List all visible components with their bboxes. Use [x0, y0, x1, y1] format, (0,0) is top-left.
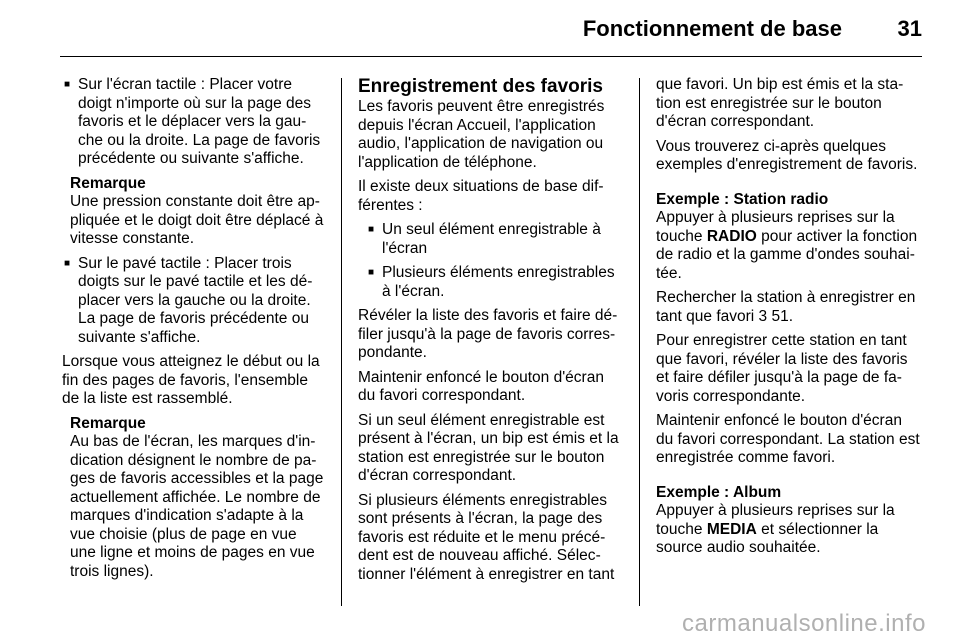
- paragraph: Les favoris peuvent être enregistrés depuis l'écran Accueil, l'application audio, l'application de navigation ou l'application de téléphone.: [358, 98, 605, 171]
- example-title: Exemple : Station radio: [656, 190, 829, 208]
- bullet-item: [62, 76, 324, 169]
- paragraph: [656, 502, 922, 558]
- bullet-square-icon: ■: [368, 267, 375, 278]
- text-run: Appuyer à plusieurs reprises sur la touche: [656, 502, 895, 538]
- paragraph: Si un seul élément enregistrable est présent à l'écran, un bip est émis et la station est enregistrée sur le bouton d'écran correspondant.: [358, 411, 619, 484]
- paragraph: Pour enregistrer cette station en tant que favori, révéler la liste des favoris et faire défiler jusqu'à la page de favoris correspondante.: [656, 332, 908, 405]
- section-heading: Enregistrement des favoris: [358, 76, 603, 97]
- bullet-square-icon: ■: [368, 224, 375, 235]
- paragraph: [656, 209, 922, 283]
- text-run: Rechercher la station à enregistrer en tant que favori: [656, 289, 916, 325]
- watermark: carmanualsonline.info: [682, 610, 926, 637]
- column-2: [358, 76, 624, 590]
- key-label: MEDIA: [706, 520, 757, 538]
- bullet-item: [366, 221, 624, 258]
- column-divider-1: [341, 78, 342, 606]
- example-title: Exemple : Album: [656, 483, 782, 501]
- bullet-item: [366, 264, 624, 301]
- note-title: Remarque: [70, 414, 146, 432]
- paragraph: Vous trouverez ci-après quelques exemples d'enregistrement de favoris.: [656, 137, 918, 173]
- header-title: Fonctionnement de base: [582, 16, 842, 41]
- column-3: [656, 76, 922, 564]
- paragraph: Si plusieurs éléments enregistrables sont présents à l'écran, la page des favoris est réduite et le menu précédent est de nouveau affiché. Sélectionner l'élément à enregistrer en tant: [358, 491, 615, 583]
- note-block: [62, 415, 324, 582]
- note-text: Au bas de l'écran, les marques d'indication désignent le nombre de pages de favoris accessibles et la page actuellement affichée. Le nombre de marques d'indication s'adapte à la vue choisie (plus de page en vue une ligne et moins de pages en vue trois lignes).: [70, 433, 324, 580]
- column-divider-2: [639, 78, 640, 606]
- paragraph: Révéler la liste des favoris et faire défiler jusqu'à la page de favoris correspondante.: [358, 307, 618, 361]
- bullet-square-icon: ■: [64, 79, 71, 90]
- paragraph: [656, 289, 922, 326]
- paragraph: Lorsque vous atteignez le début ou la fin des pages de favoris, l'ensemble de la liste est rassemblé.: [62, 353, 320, 407]
- note-title: Remarque: [70, 174, 146, 192]
- bullet-text: Un seul élément enregistrable à l'écran: [382, 221, 601, 257]
- text-run: et sélectionner la source audio souhaitée.: [656, 520, 879, 556]
- page-reference: 3 51.: [758, 307, 794, 325]
- paragraph: Maintenir enfoncé le bouton d'écran du favori correspondant. La station est enregistrée comme favori.: [656, 412, 920, 466]
- text-run: Appuyer à plusieurs reprises sur la touche: [656, 209, 895, 245]
- bullet-item: [62, 255, 324, 348]
- header-rule: [60, 56, 922, 57]
- paragraph: Maintenir enfoncé le bouton d'écran du favori correspondant.: [358, 368, 604, 404]
- page-number: 31: [897, 16, 922, 41]
- note-block: [62, 175, 324, 249]
- paragraph: que favori. Un bip est émis et la station est enregistrée sur le bouton d'écran correspondant.: [656, 76, 904, 130]
- text-run: pour activer la fonction de radio et la gamme d'ondes souhaitée.: [656, 227, 918, 282]
- bullet-text: Plusieurs éléments enregistrables à l'écran.: [382, 264, 615, 300]
- paragraph: Il existe deux situations de base différentes :: [358, 178, 604, 214]
- bullet-text: Sur le pavé tactile : Placer trois doigts sur le pavé tactile et les déplacer vers la gauche ou la droite. La page de favoris précédente ou suivante s'affiche.: [78, 254, 313, 346]
- column-1: [62, 76, 324, 587]
- note-text: Une pression constante doit être appliquée et le doigt doit être déplacé à vitesse constante.: [70, 193, 324, 247]
- bullet-square-icon: ■: [64, 257, 71, 269]
- key-label: RADIO: [706, 227, 757, 245]
- bullet-text: Sur l'écran tactile : Placer votre doigt n'importe où sur la page des favoris et le déplacer vers la gauche ou la droite. La page de favoris précédente ou suivante s'affiche.: [78, 76, 321, 167]
